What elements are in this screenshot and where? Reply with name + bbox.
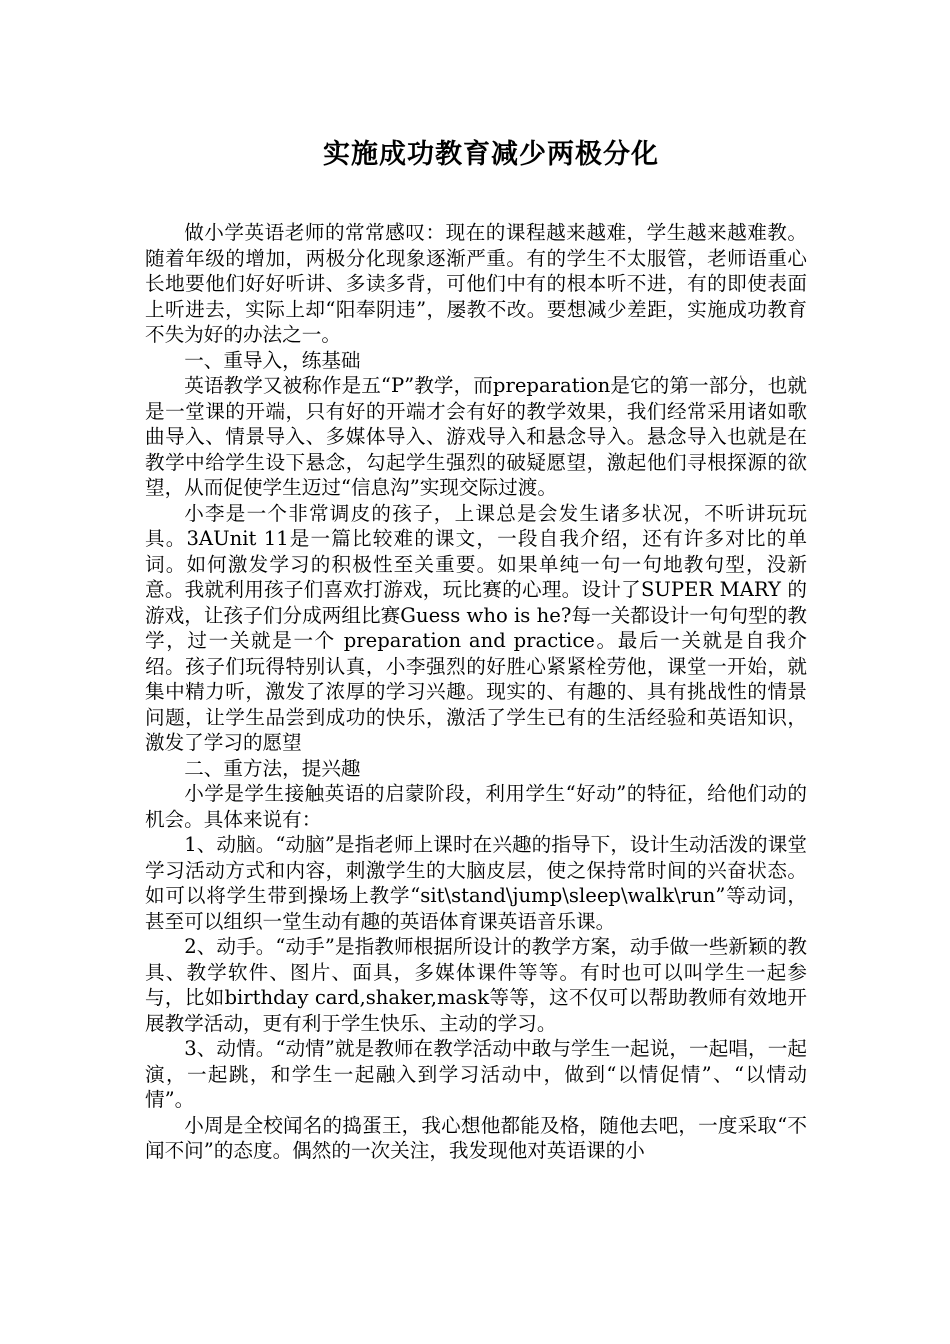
list-item: 1、动脑。“动脑”是指老师上课时在兴趣的指导下，设计生动活泼的课堂学习活动方式和内容，刺激学生的大脑皮层，使之保持常时间的兴奋状态。如可以将学生带到操场上教学“sit\stand\jump\sleep\walk\run”等动词，甚至可以组织一堂生动有趣的英语体育课英语音乐课。 xyxy=(145,833,807,933)
paragraph-intro: 做小学英语老师的常常感叹：现在的课程越来越难，学生越来越难教。随着年级的增加，两极分化现象逐渐严重。有的学生不太服管，老师语重心长地要他们好好听讲、多读多背，可他们中有的根本听不进，有的即使表面上听进去，实际上却“阳奉阴违”，屡教不改。要想减少差距，实施成功教育不失为好的办法之一。 xyxy=(145,221,807,346)
paragraph: 英语教学又被称作是五“P”教学，而preparation是它的第一部分，也就是一堂课的开端，只有好的开端才会有好的教学效果，我们经常采用诸如歌曲导入、情景导入、多媒体导入、游戏导入和悬念导入。悬念导入也就是在教学中给学生设下悬念，勾起学生强烈的破疑愿望，激起他们寻根探源的欲望，从而促使学生迈过“信息沟”实现交际过渡。 xyxy=(145,374,807,499)
section-heading-1: 一、重导入，练基础 xyxy=(184,348,361,372)
document-body xyxy=(145,220,807,1164)
section-heading-2: 二、重方法，提兴趣 xyxy=(184,756,361,780)
paragraph: 小学是学生接触英语的启蒙阶段，利用学生“好动”的特征，给他们动的机会。具体来说有： xyxy=(145,782,807,831)
document-title: 实施成功教育减少两极分化 xyxy=(323,139,659,170)
list-item: 3、动情。“动情”就是教师在教学活动中敢与学生一起说，一起唱，一起演，一起跳，和学生一起融入到学习活动中，做到“以情促情”、“以情动情”。 xyxy=(145,1037,807,1111)
list-item: 2、动手。“动手”是指教师根据所设计的教学方案，动手做一些新颖的教具、教学软件、图片、面具，多媒体课件等等。有时也可以叫学生一起参与，比如birthday card,shaker,mask等等，这不仅可以帮助教师有效地开展教学活动，更有利于学生快乐、主动的学习。 xyxy=(145,935,807,1035)
paragraph: 小周是全校闻名的捣蛋王，我心想他都能及格，随他去吧，一度采取“不闻不问”的态度。偶然的一次关注，我发现他对英语课的小 xyxy=(145,1113,807,1162)
paragraph: 小李是一个非常调皮的孩子，上课总是会发生诸多状况，不听讲玩玩具。3AUnit 11是一篇比较难的课文，一段自我介绍，还有许多对比的单词。如何激发学习的积极性至关重要。如果单纯一句一句地教句型，没新意。我就利用孩子们喜欢打游戏，玩比赛的心理。设计了SUPER MARY 的游戏，让孩子们分成两组比赛Guess who is he?每一关都设计一句句型的教学，过一关就是一个 preparation and practice。最后一关就是自我介绍。孩子们玩得特别认真，小李强烈的好胜心紧紧栓劳他，课堂一开始，就集中精力听，激发了浓厚的学习兴趣。现实的、有趣的、具有挑战性的情景问题，让学生品尝到成功的快乐，激活了学生已有的生活经验和英语知识，激发了学习的愿望 xyxy=(145,501,807,754)
